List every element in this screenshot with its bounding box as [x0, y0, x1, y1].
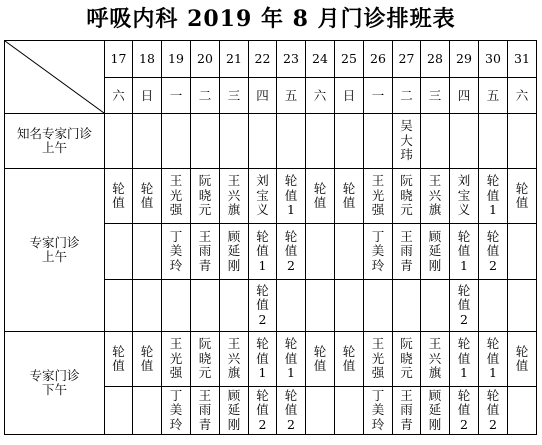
schedule-cell — [133, 224, 162, 280]
cell-text: 刘宝义 — [457, 173, 471, 218]
cell-text: 轮值2 — [486, 387, 500, 432]
weekday-cell: 二 — [393, 78, 421, 114]
row-label-expert_am — [5, 169, 105, 332]
schedule-cell — [162, 114, 191, 169]
cell-text: 轮值 — [342, 343, 356, 373]
schedule-cell — [393, 280, 421, 332]
cell-text: 王光强 — [169, 336, 183, 381]
schedule-cell — [450, 169, 479, 224]
weekday-cell: 四 — [249, 78, 277, 114]
schedule-cell — [421, 224, 450, 280]
weekday-cell: 二 — [191, 78, 220, 114]
schedule-cell — [364, 224, 393, 280]
cell-text: 轮值2 — [284, 387, 298, 432]
schedule-cell — [508, 280, 537, 332]
schedule-cell — [364, 280, 393, 332]
schedule-cell — [450, 332, 479, 387]
cell-text: 王光强 — [371, 173, 385, 218]
cell-text: 王雨青 — [198, 228, 212, 273]
cell-text: 轮值2 — [256, 387, 269, 432]
cell-text: 王兴旗 — [428, 173, 442, 218]
cell-text: 阮晓元 — [198, 173, 212, 218]
weekday-cell: 五 — [479, 78, 508, 114]
cell-text: 吴大玮 — [400, 118, 413, 163]
schedule-cell — [277, 114, 306, 169]
schedule-cell — [508, 169, 537, 224]
schedule-cell — [105, 280, 133, 332]
schedule-cell — [249, 332, 277, 387]
date-cell: 31 — [508, 41, 537, 78]
schedule-cell — [277, 387, 306, 435]
schedule-table — [4, 40, 537, 435]
schedule-cell — [133, 280, 162, 332]
schedule-cell — [133, 332, 162, 387]
schedule-cell — [306, 224, 335, 280]
cell-text: 王兴旗 — [428, 336, 442, 381]
schedule-cell — [479, 280, 508, 332]
schedule-cell — [162, 280, 191, 332]
cell-text: 轮值1 — [284, 173, 298, 218]
cell-text: 王兴旗 — [227, 336, 241, 381]
date-cell: 26 — [364, 41, 393, 78]
cell-text: 轮值2 — [457, 282, 471, 327]
date-cell: 30 — [479, 41, 508, 78]
schedule-cell — [450, 114, 479, 169]
cell-text: 丁美玲 — [169, 387, 183, 432]
schedule-cell — [335, 387, 364, 435]
cell-text: 轮值1 — [457, 336, 471, 381]
weekday-cell: 六 — [105, 78, 133, 114]
schedule-cell — [162, 332, 191, 387]
schedule-cell — [450, 280, 479, 332]
cell-text: 轮值 — [342, 180, 356, 210]
cell-text: 轮值2 — [256, 282, 269, 327]
schedule-cell — [220, 114, 249, 169]
schedule-cell — [249, 114, 277, 169]
date-cell: 23 — [277, 41, 306, 78]
weekday-cell: 三 — [421, 78, 450, 114]
schedule-cell — [393, 224, 421, 280]
row-label-line2: 下午 — [41, 382, 67, 397]
cell-text: 王光强 — [169, 173, 183, 218]
corner-diagonal-cell — [5, 41, 105, 114]
date-cell: 28 — [421, 41, 450, 78]
weekday-cell: 日 — [133, 78, 162, 114]
cell-text: 丁美玲 — [371, 228, 385, 273]
schedule-cell — [191, 114, 220, 169]
cell-text: 轮值 — [515, 180, 529, 210]
schedule-cell — [105, 114, 133, 169]
date-row — [5, 41, 537, 78]
schedule-cell — [364, 332, 393, 387]
weekday-cell: 日 — [335, 78, 364, 114]
schedule-cell — [277, 332, 306, 387]
date-cell: 29 — [450, 41, 479, 78]
schedule-cell — [133, 169, 162, 224]
cell-text: 轮值2 — [457, 387, 471, 432]
weekday-cell: 五 — [277, 78, 306, 114]
cell-text: 王光强 — [371, 336, 385, 381]
row-label-line1: 知名专家门诊 — [16, 126, 92, 141]
schedule-cell — [105, 224, 133, 280]
weekday-cell: 一 — [364, 78, 393, 114]
schedule-cell — [105, 169, 133, 224]
cell-text: 阮晓元 — [400, 336, 413, 381]
schedule-cell — [220, 280, 249, 332]
date-cell: 25 — [335, 41, 364, 78]
schedule-cell — [393, 114, 421, 169]
schedule-cell — [450, 224, 479, 280]
schedule-cell — [335, 114, 364, 169]
schedule-cell — [191, 169, 220, 224]
schedule-cell — [508, 114, 537, 169]
schedule-cell — [479, 224, 508, 280]
schedule-cell — [277, 169, 306, 224]
schedule-cell — [249, 387, 277, 435]
row-label-line1: 专家门诊 — [29, 235, 80, 250]
weekday-cell: 六 — [306, 78, 335, 114]
weekday-cell: 一 — [162, 78, 191, 114]
schedule-cell — [133, 114, 162, 169]
row-label-line1: 专家门诊 — [29, 368, 80, 383]
famous-am-row — [5, 114, 537, 169]
cell-text: 阮晓元 — [400, 173, 413, 218]
schedule-cell — [220, 169, 249, 224]
cell-text: 轮值 — [313, 343, 327, 373]
schedule-cell — [450, 387, 479, 435]
schedule-cell — [191, 280, 220, 332]
schedule-cell — [335, 280, 364, 332]
schedule-cell — [105, 332, 133, 387]
row-label-expert_pm — [5, 332, 105, 435]
cell-text: 顾延刚 — [428, 228, 442, 273]
schedule-cell — [421, 114, 450, 169]
cell-text: 轮值1 — [486, 336, 500, 381]
schedule-cell — [191, 387, 220, 435]
schedule-cell — [335, 169, 364, 224]
schedule-cell — [162, 387, 191, 435]
cell-text: 轮值 — [140, 180, 154, 210]
cell-text: 王雨青 — [198, 387, 212, 432]
cell-text: 王雨青 — [400, 387, 413, 432]
weekday-cell: 三 — [220, 78, 249, 114]
cell-text: 轮值 — [515, 343, 529, 373]
cell-text: 轮值 — [112, 343, 125, 373]
schedule-cell — [306, 332, 335, 387]
date-cell: 24 — [306, 41, 335, 78]
schedule-cell — [508, 387, 537, 435]
schedule-cell — [421, 280, 450, 332]
schedule-cell — [335, 224, 364, 280]
schedule-cell — [508, 224, 537, 280]
schedule-cell — [508, 332, 537, 387]
cell-text: 轮值1 — [457, 228, 471, 273]
schedule-cell — [393, 332, 421, 387]
date-cell: 22 — [249, 41, 277, 78]
schedule-cell — [393, 387, 421, 435]
cell-text: 丁美玲 — [371, 387, 385, 432]
page-title: 呼吸内科 2019 年 8 月门诊排班表 — [86, 6, 456, 32]
schedule-cell — [479, 114, 508, 169]
schedule-cell — [421, 169, 450, 224]
cell-text: 轮值2 — [486, 228, 500, 273]
schedule-cell — [479, 169, 508, 224]
schedule-cell — [335, 332, 364, 387]
cell-text: 顾延刚 — [428, 387, 442, 432]
cell-text: 轮值1 — [256, 336, 269, 381]
schedule-cell — [306, 169, 335, 224]
row-label-line2: 上午 — [41, 140, 67, 155]
cell-text: 王兴旗 — [227, 173, 241, 218]
cell-text: 轮值 — [313, 180, 327, 210]
schedule-cell — [220, 224, 249, 280]
cell-text: 顾延刚 — [227, 228, 241, 273]
date-cell: 18 — [133, 41, 162, 78]
cell-text: 轮值1 — [486, 173, 500, 218]
schedule-cell — [479, 387, 508, 435]
schedule-cell — [133, 387, 162, 435]
schedule-cell — [306, 114, 335, 169]
cell-text: 轮值2 — [284, 228, 298, 273]
schedule-cell — [306, 280, 335, 332]
schedule-cell — [191, 224, 220, 280]
schedule-cell — [421, 387, 450, 435]
schedule-cell — [364, 387, 393, 435]
schedule-cell — [393, 169, 421, 224]
schedule-cell — [249, 169, 277, 224]
schedule-cell — [249, 280, 277, 332]
cell-text: 顾延刚 — [227, 387, 241, 432]
cell-text: 丁美玲 — [169, 228, 183, 273]
row-label-line2: 上午 — [41, 249, 67, 264]
diagonal-line — [5, 41, 104, 113]
date-cell: 17 — [105, 41, 133, 78]
schedule-cell — [277, 224, 306, 280]
date-cell: 20 — [191, 41, 220, 78]
cell-text: 轮值 — [112, 180, 125, 210]
weekday-cell: 六 — [508, 78, 537, 114]
schedule-cell — [364, 114, 393, 169]
schedule-cell — [191, 332, 220, 387]
schedule-cell — [105, 387, 133, 435]
cell-text: 轮值 — [140, 343, 154, 373]
schedule-cell — [220, 387, 249, 435]
row-label-famous_am — [5, 114, 105, 169]
weekday-cell: 四 — [450, 78, 479, 114]
cell-text: 刘宝义 — [256, 173, 269, 218]
cell-text: 阮晓元 — [198, 336, 212, 381]
cell-text: 轮值1 — [256, 228, 269, 273]
schedule-cell — [364, 169, 393, 224]
schedule-cell — [421, 332, 450, 387]
schedule-cell — [162, 169, 191, 224]
expert-pm-row — [5, 332, 537, 387]
schedule-cell — [249, 224, 277, 280]
schedule-cell — [306, 387, 335, 435]
date-cell: 21 — [220, 41, 249, 78]
expert-am-row — [5, 169, 537, 224]
schedule-cell — [479, 332, 508, 387]
schedule-cell — [277, 280, 306, 332]
cell-text: 王雨青 — [400, 228, 413, 273]
cell-text: 轮值1 — [284, 336, 298, 381]
schedule-cell — [220, 332, 249, 387]
date-cell: 19 — [162, 41, 191, 78]
date-cell: 27 — [393, 41, 421, 78]
schedule-cell — [162, 224, 191, 280]
